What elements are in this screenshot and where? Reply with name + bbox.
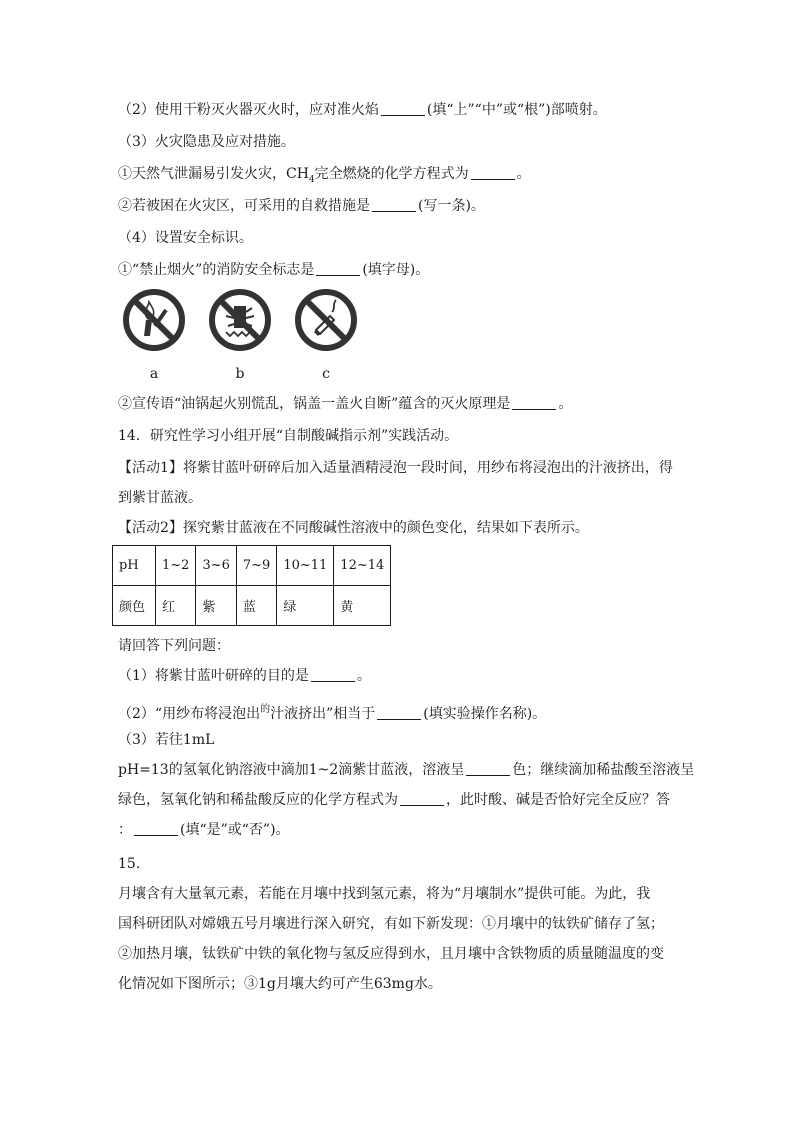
- sign-label-a: a: [149, 366, 159, 382]
- sign-label-c: c: [322, 366, 330, 382]
- q15-line2: 国科研团队对嫦娥五号月壤进行深入研究，有如下新发现：①月壤中的钛铁矿储存了氢；: [118, 916, 664, 932]
- safety-signs: [118, 286, 378, 386]
- table-cell: 10~11: [277, 546, 334, 586]
- q15-number: 15.: [118, 856, 141, 872]
- table-cell: 颜色: [113, 586, 156, 626]
- q14-stem: 14．研究性学习小组开展“自制酸碱指示剂”实践活动。: [118, 428, 459, 444]
- answer-blank[interactable]: [381, 101, 425, 116]
- answer-blank[interactable]: [377, 705, 421, 720]
- q15-line4: 化情况如下图所示；③1g月壤大约可产生63mg水。: [118, 976, 442, 992]
- q14-activity1-line2: 到紫甘蓝液。: [118, 490, 202, 506]
- q14-part2: （2）“用纱布将浸泡出$^的$汁液挤出”相当于 (填实验操作名称)。: [118, 704, 547, 722]
- table-row: [113, 586, 391, 626]
- answer-blank[interactable]: [134, 821, 178, 836]
- q13-part4: （4）设置安全标识。: [118, 230, 253, 246]
- q15-line1: 月壤含有大量氧元素，若能在月壤中找到氢元素，将为“月壤制水”提供可能。为此，我: [118, 886, 651, 902]
- q14-activity2: 【活动2】探究紫甘蓝液在不同酸碱性溶液中的颜色变化，结果如下表所示。: [118, 520, 589, 536]
- table-cell: 1~2: [156, 546, 196, 586]
- q13-part3: （3）火灾隐患及应对措施。: [118, 134, 295, 150]
- table-cell: 红: [156, 586, 196, 626]
- table-cell: 绿: [277, 586, 334, 626]
- table-cell: 黄: [334, 586, 391, 626]
- no-fireworks-icon: [208, 286, 272, 354]
- q14-part3-line4: ： (填“是”或“否”)。: [118, 822, 290, 838]
- q13-part2: （2）使用干粉灭火器灭火时，应对准火焰 (填“上”“中”或“根”)部喷射。: [118, 102, 607, 118]
- answer-blank[interactable]: [311, 667, 355, 682]
- q14-ask: 请回答下列问题：: [118, 638, 230, 654]
- answer-blank[interactable]: [372, 197, 416, 212]
- q14-part3-line3: 绿色，氢氧化钠和稀盐酸反应的化学方程式为 ，此时酸、碱是否恰好完全反应？答: [118, 792, 670, 808]
- no-smoking-icon: [294, 286, 358, 354]
- answer-blank[interactable]: [471, 165, 515, 180]
- q13-part3-item2: ②若被困在火灾区，可采用的自救措施是 (写一条)。: [118, 198, 485, 214]
- table-cell: 紫: [196, 586, 236, 626]
- q14-part1: （1）将紫甘蓝叶研碎的目的是 。: [118, 668, 371, 684]
- q14-activity1-line1: 【活动1】将紫甘蓝叶研碎后加入适量酒精浸泡一段时间，用纱布将浸泡出的汁液挤出，得: [118, 460, 673, 476]
- q13-part4-item2: ②宣传语“油锅起火别慌乱，锅盖一盖火自断”蕴含的灭火原理是 。: [118, 396, 573, 412]
- answer-blank[interactable]: [316, 261, 360, 276]
- q14-part3: （3）若往1mL: [118, 732, 215, 748]
- q13-part4-item1: ①“禁止烟火”的消防安全标志是 (填字母)。: [118, 262, 430, 278]
- ph-color-table: [112, 545, 391, 626]
- q13-part3-item1: ①天然气泄漏易引发火灾，$CH_4$完全燃烧的化学方程式为 。: [118, 166, 531, 185]
- table-cell: 12~14: [334, 546, 391, 586]
- table-row: [113, 546, 391, 586]
- sign-label-b: b: [235, 366, 245, 382]
- table-cell: 蓝: [236, 586, 276, 626]
- no-lighter-icon: [122, 286, 186, 354]
- answer-blank[interactable]: [512, 395, 556, 410]
- answer-blank[interactable]: [466, 761, 510, 776]
- table-cell: pH: [113, 546, 156, 586]
- table-cell: 7~9: [236, 546, 276, 586]
- answer-blank[interactable]: [400, 791, 444, 806]
- q14-part3-line2: pH=13的氢氧化钠溶液中滴加1~2滴紫甘蓝液，溶液呈 色；继续滴加稀盐酸至溶液呈: [118, 762, 695, 778]
- q15-line3: ②加热月壤，钛铁矿中铁的氧化物与氢反应得到水，且月壤中含铁物质的质量随温度的变: [118, 946, 664, 962]
- table-cell: 3~6: [196, 546, 236, 586]
